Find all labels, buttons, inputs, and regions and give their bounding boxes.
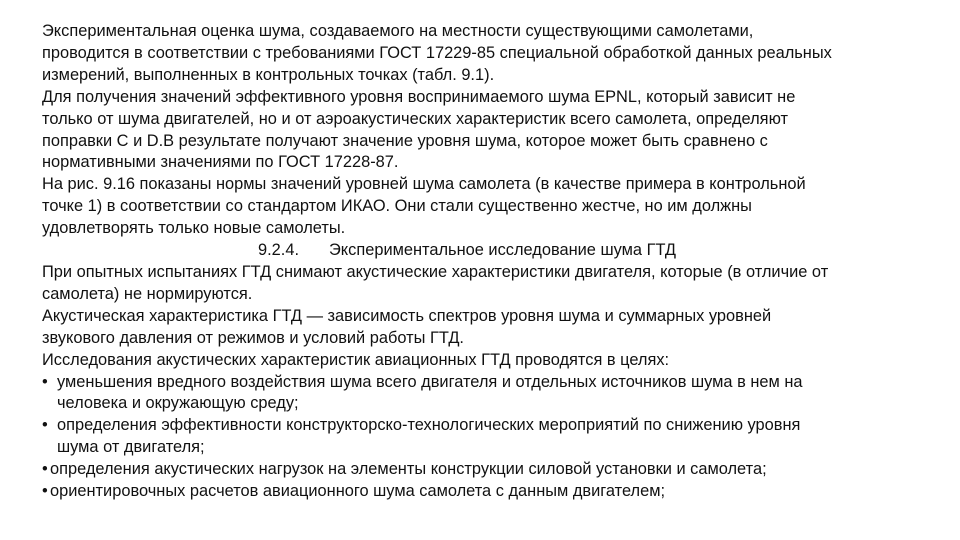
document-slide <box>42 21 922 503</box>
bullet-icon: • <box>42 482 48 501</box>
text-line: При опытных испытаниях ГТД снимают акустические характеристики двигателя, которые (в отличие от <box>42 262 829 281</box>
text-line: На рис. 9.16 показаны нормы значений уровней шума самолета (в качестве примера в контрольной <box>42 175 806 194</box>
paragraph-noise-assessment <box>42 21 922 87</box>
text-line: Акустическая характеристика ГТД — зависимость спектров уровня шума и суммарных уровней <box>42 306 772 325</box>
text-line: измерений, выполненных в контрольных точках (табл. 9.1). <box>42 65 495 84</box>
text-line: Экспериментальная оценка шума, создаваемого на местности существующими самолетами, <box>42 22 754 40</box>
text-line: звукового давления от режимов и условий работы ГТД. <box>42 328 464 347</box>
text-line: только от шума двигателей, но и от аэроакустических характеристик всего самолета, определяют <box>42 109 789 128</box>
paragraph-epnl <box>42 87 922 175</box>
text-line: нормативными значениями по ГОСТ 17228-87. <box>42 153 399 172</box>
bullet-item <box>42 481 922 503</box>
text-line: точке 1) в соответствии со стандартом ИКАО. Они стали существенно жестче, но им должны <box>42 197 752 216</box>
section-number: 9.2.4. <box>258 241 300 260</box>
text-line: проводится в соответствии с требованиями ГОСТ 17229-85 специальной обработкой данных реальных <box>42 43 832 62</box>
text-line: Для получения значений эффективного уровня воспринимаемого шума EPNL, который зависит не <box>42 87 796 106</box>
paragraph-acoustic-characteristic <box>42 306 922 350</box>
text-line: самолета) не нормируются. <box>42 284 253 303</box>
text-line: поправки С и D.В результате получают значение уровня шума, которое может быть сравнено с <box>42 131 768 150</box>
bullet-icon: • <box>42 372 48 391</box>
bullet-icon: • <box>42 416 48 435</box>
bullet-item <box>42 372 922 416</box>
bullet-item <box>42 459 922 481</box>
paragraph-research-goals <box>42 350 922 372</box>
text-line: определения акустических нагрузок на элементы конструкции силовой установки и самолета; <box>50 460 767 479</box>
paragraph-tests <box>42 262 922 306</box>
section-title: Экспериментальное исследование шума ГТД <box>329 241 677 260</box>
paragraph-icao-norms <box>42 174 922 240</box>
text-line: Исследования акустических характеристик авиационных ГТД проводятся в целях: <box>42 350 670 369</box>
bullet-item <box>42 415 922 459</box>
text-line: определения эффективности конструкторско-технологических мероприятий по снижению уровня <box>57 416 801 435</box>
text-line: шума от двигателя; <box>57 438 205 457</box>
text-line: удовлетворять только новые самолеты. <box>42 219 346 238</box>
bullet-icon: • <box>42 460 48 479</box>
text-line: человека и окружающую среду; <box>57 394 299 413</box>
text-line: ориентировочных расчетов авиационного шума самолета с данным двигателем; <box>50 482 666 501</box>
section-heading <box>42 240 922 262</box>
text-line: уменьшения вредного воздействия шума всего двигателя и отдельных источников шума в нем на <box>57 372 803 391</box>
